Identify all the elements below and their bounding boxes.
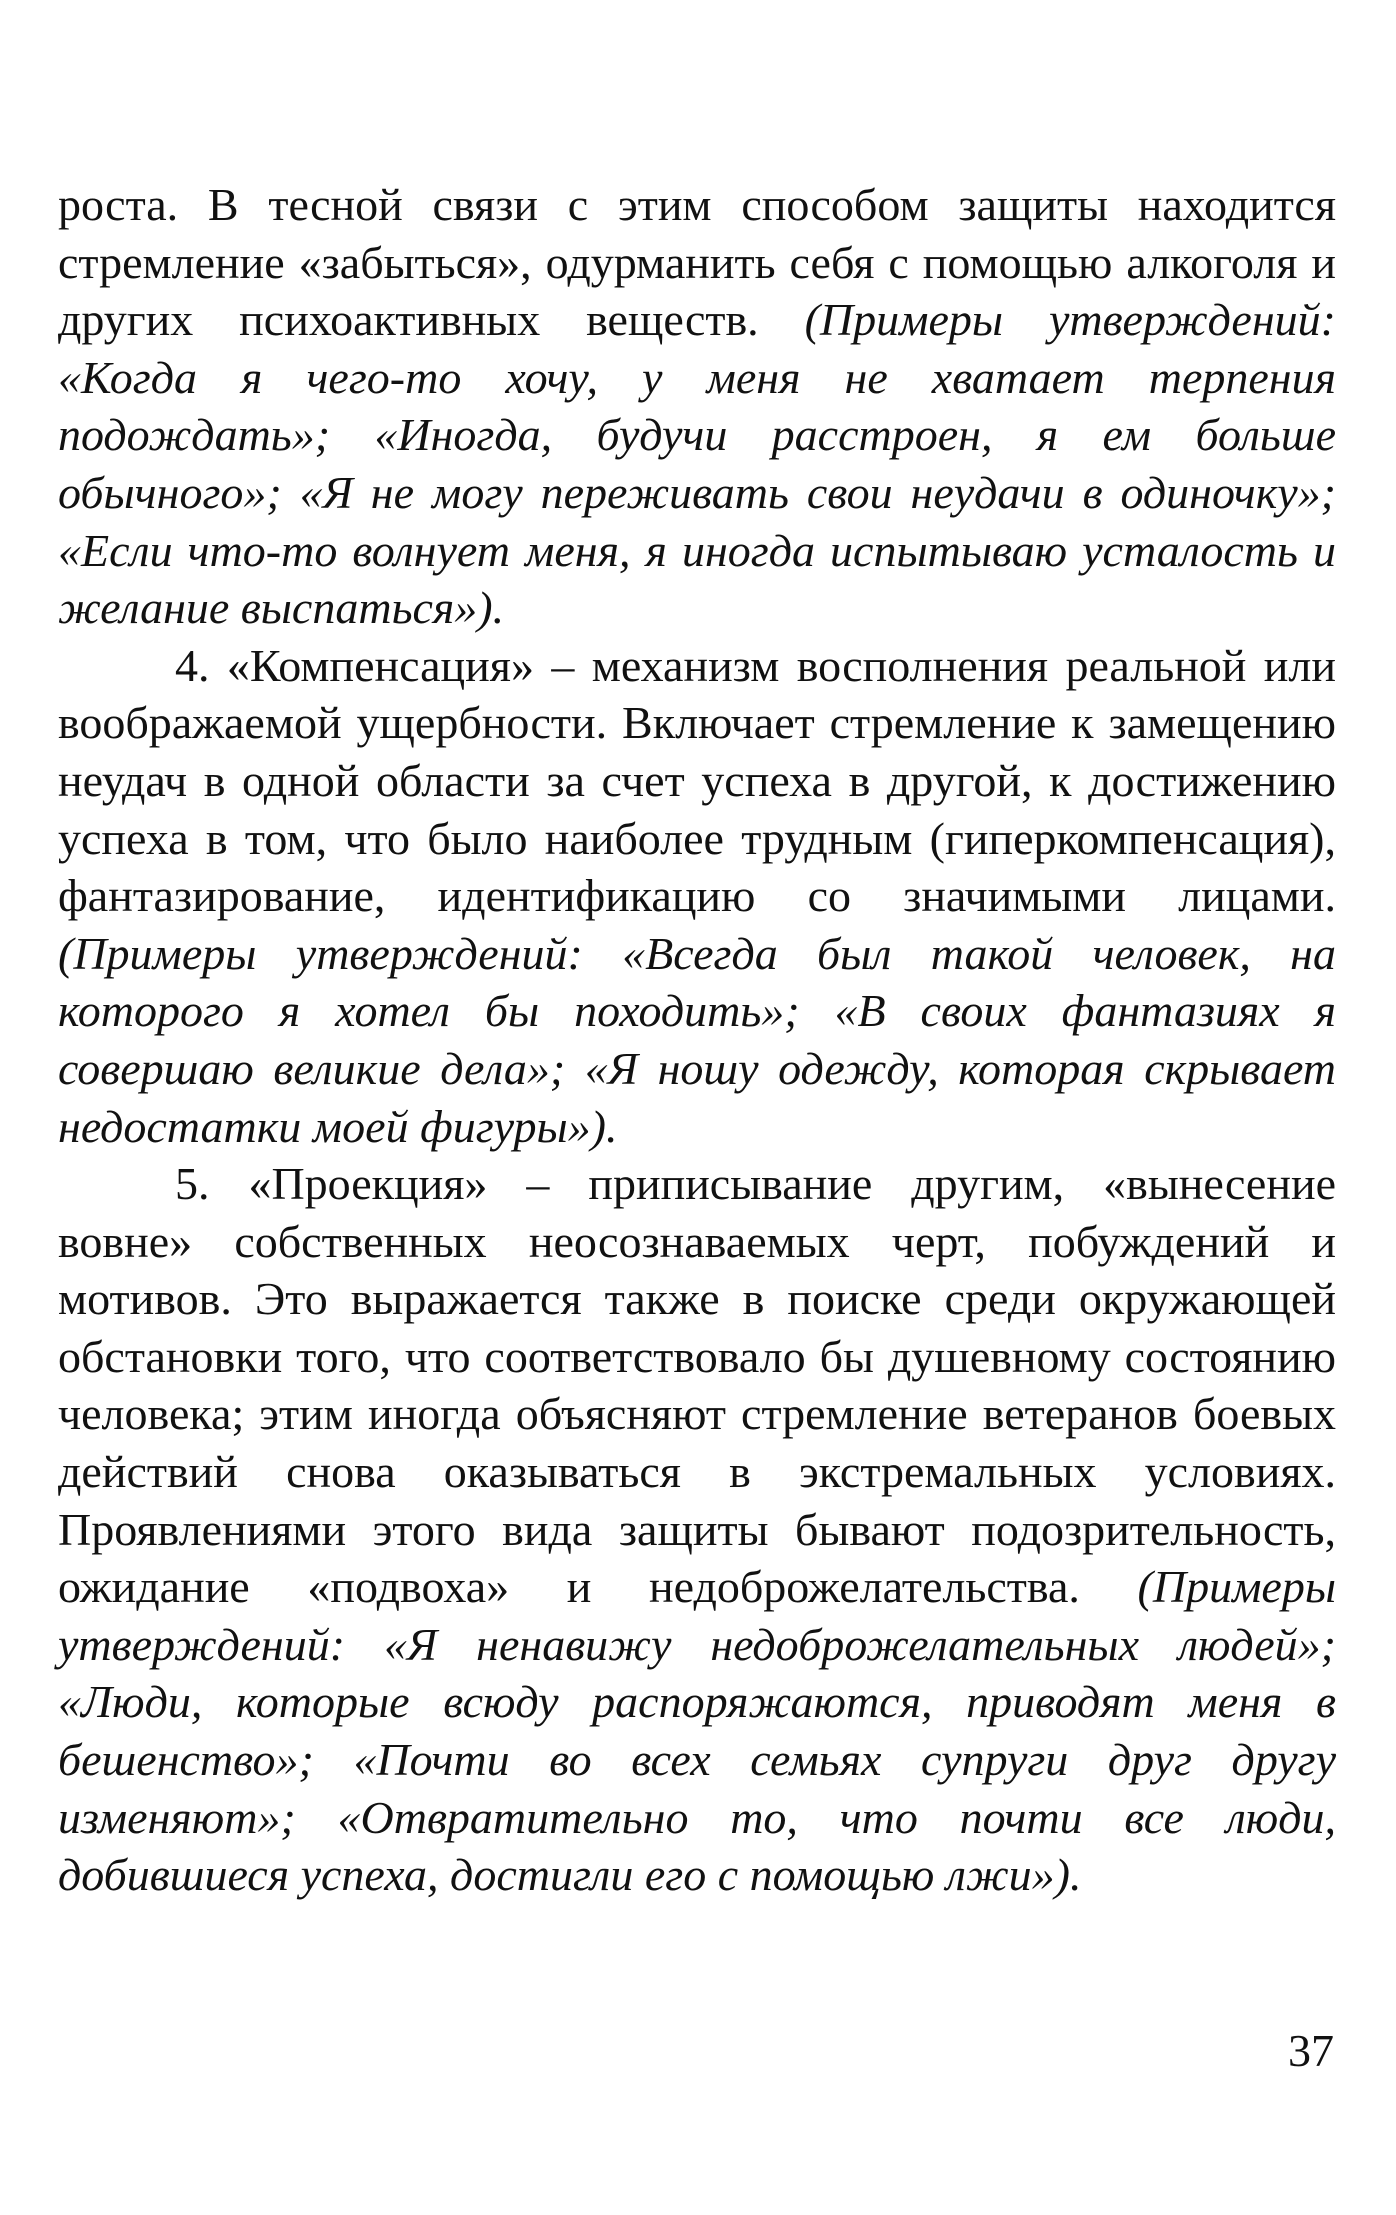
- paragraph-compensation: [58, 637, 1336, 1155]
- paragraph-projection: [58, 1155, 1336, 1904]
- paragraph-example: (Примеры утверждений: «Когда я чего-то хочу, у меня не хватает терпения подождать»; «Иногда, будучи расстроен, я ем больше обычного»; «Я не могу переживать свои неудачи в одиночку»; «Если что-то волнует меня, я иногда испытываю усталость и желание выспаться»).: [58, 294, 1336, 634]
- paragraph-example: (Примеры утверждений: «Я ненавижу недоброжелательных людей»; «Люди, которые всюду распоряжаются, приводят меня в бешенство»; «Почти во всех семьях супруги друг другу изменяют»; «Отвратительно то, что почти все люди, добившиеся успеха, достигли его с помощью лжи»).: [58, 1561, 1336, 1901]
- paragraph-continuation: [58, 176, 1336, 637]
- page-number: 37: [1288, 2025, 1334, 2076]
- paragraph-example: (Примеры утверждений: «Всегда был такой человек, на которого я хотел бы походить»; «В своих фантазиях я совершаю великие дела»; «Я ношу одежду, которая скрывает недостатки моей фигуры»).: [58, 927, 1336, 1152]
- page-body: [58, 176, 1336, 1904]
- paragraph-text: 5. «Проекция» – приписывание другим, «вынесение вовне» собственных неосознаваемых черт, побуждений и мотивов. Это выражается также в поиске среди окружающей обстановки того, что соответствовало бы душевному состоянию человека; этим иногда объясняют стремление ветеранов боевых действий снова оказываться в экстремальных условиях. Проявлениями этого вида защиты бывают подозрительность, ожидание «подвоха» и недоброжелательства.: [58, 1158, 1336, 1613]
- paragraph-text: роста. В тесной связи с этим способом защиты находится стремление «забыться», одурманить себя с помощью алкоголя и других психоактивных веществ.: [58, 179, 1336, 346]
- paragraph-text: 4. «Компенсация» – механизм восполнения реальной или воображаемой ущербности. Включает стремление к замещению неудач в одной области за счет успеха в другой, к достижению успеха в том, что было наиболее трудным (гиперкомпенсация), фантазирование, идентификацию со значимыми лицами.: [58, 639, 1336, 922]
